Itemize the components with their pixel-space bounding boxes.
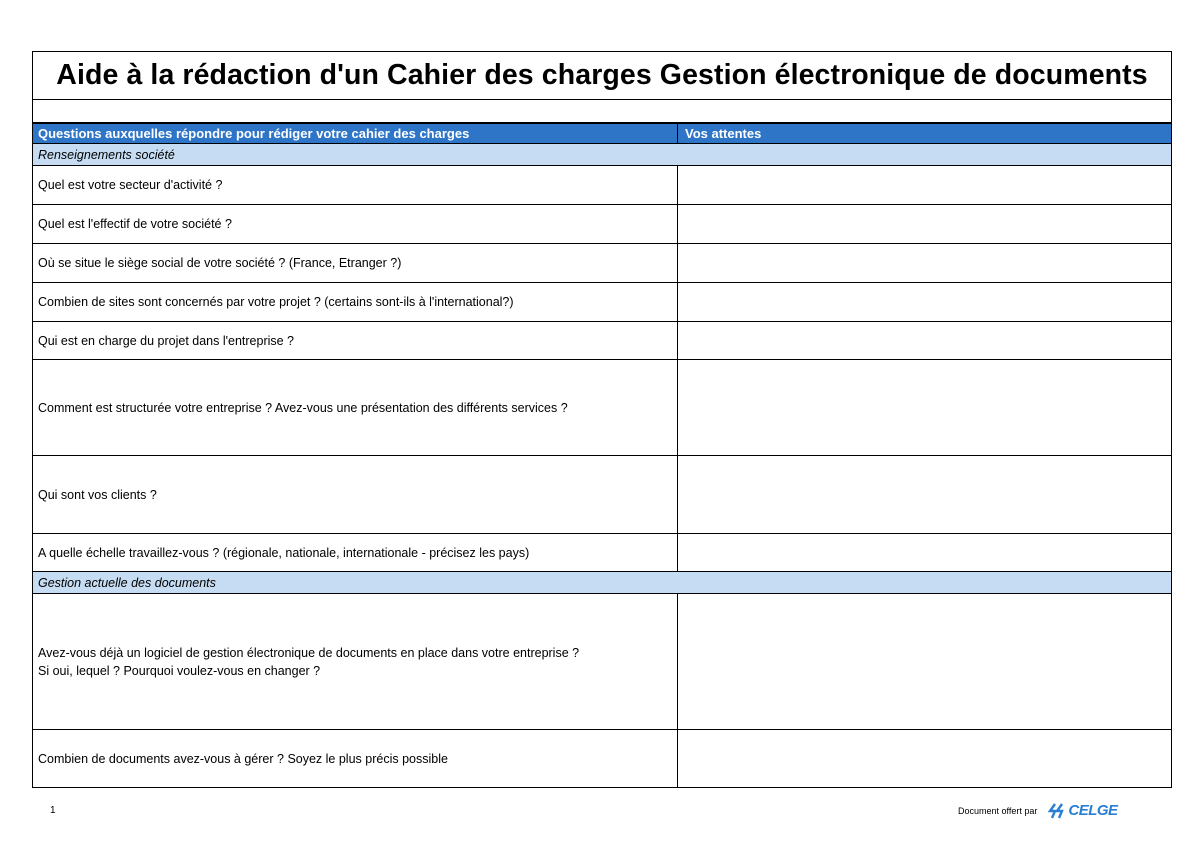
logo-text: CELGE <box>1068 802 1118 819</box>
answer-cell[interactable] <box>678 166 1171 204</box>
table-row <box>32 730 1172 788</box>
question-cell: Avez-vous déjà un logiciel de gestion électronique de documents en place dans votre entreprise ? Si oui, lequel ? Pourquoi voulez-vous en changer ? <box>33 594 678 729</box>
answer-cell[interactable] <box>678 456 1171 533</box>
footer-credit <box>958 802 1118 819</box>
table-header <box>32 123 1172 144</box>
answer-cell[interactable] <box>678 205 1171 243</box>
table-row <box>32 594 1172 730</box>
credit-text: Document offert par <box>958 805 1038 816</box>
question-cell: Combien de sites sont concernés par votre projet ? (certains sont-ils à l'international?) <box>33 283 678 321</box>
question-cell: Combien de documents avez-vous à gérer ? Soyez le plus précis possible <box>33 730 678 787</box>
answer-cell[interactable] <box>678 594 1171 729</box>
question-cell: Où se situe le siège social de votre société ? (France, Etranger ?) <box>33 244 678 282</box>
table-row <box>32 534 1172 572</box>
page-number: 1 <box>50 805 56 816</box>
header-questions: Questions auxquelles répondre pour rédiger votre cahier des charges <box>33 124 678 143</box>
answer-cell[interactable] <box>678 322 1171 359</box>
table-row <box>32 283 1172 322</box>
answer-cell[interactable] <box>678 244 1171 282</box>
question-cell: Qui sont vos clients ? <box>33 456 678 533</box>
spacer-row <box>32 100 1172 123</box>
celge-logo[interactable] <box>1045 802 1117 819</box>
section-company-info: Renseignements société <box>32 144 1172 166</box>
answer-cell[interactable] <box>678 730 1171 787</box>
question-cell: Quel est l'effectif de votre société ? <box>33 205 678 243</box>
page-title: Aide à la rédaction d'un Cahier des charges Gestion électronique de documents <box>32 51 1172 100</box>
question-cell: Comment est structurée votre entreprise ? Avez-vous une présentation des différents services ? <box>33 360 678 455</box>
table-row <box>32 456 1172 534</box>
table-row <box>32 244 1172 283</box>
document-sheet <box>32 51 1172 788</box>
section-current-document-management: Gestion actuelle des documents <box>32 572 1172 594</box>
celge-logo-icon <box>1045 803 1067 819</box>
table-row <box>32 360 1172 456</box>
question-cell: A quelle échelle travaillez-vous ? (régionale, nationale, internationale - précisez les pays) <box>33 534 678 571</box>
table-row <box>32 322 1172 360</box>
answer-cell[interactable] <box>678 534 1171 571</box>
answer-cell[interactable] <box>678 360 1171 455</box>
question-cell: Quel est votre secteur d'activité ? <box>33 166 678 204</box>
header-expectations: Vos attentes <box>685 126 762 141</box>
answer-cell[interactable] <box>678 283 1171 321</box>
table-row <box>32 205 1172 244</box>
table-row <box>32 166 1172 205</box>
question-cell: Qui est en charge du projet dans l'entreprise ? <box>33 322 678 359</box>
